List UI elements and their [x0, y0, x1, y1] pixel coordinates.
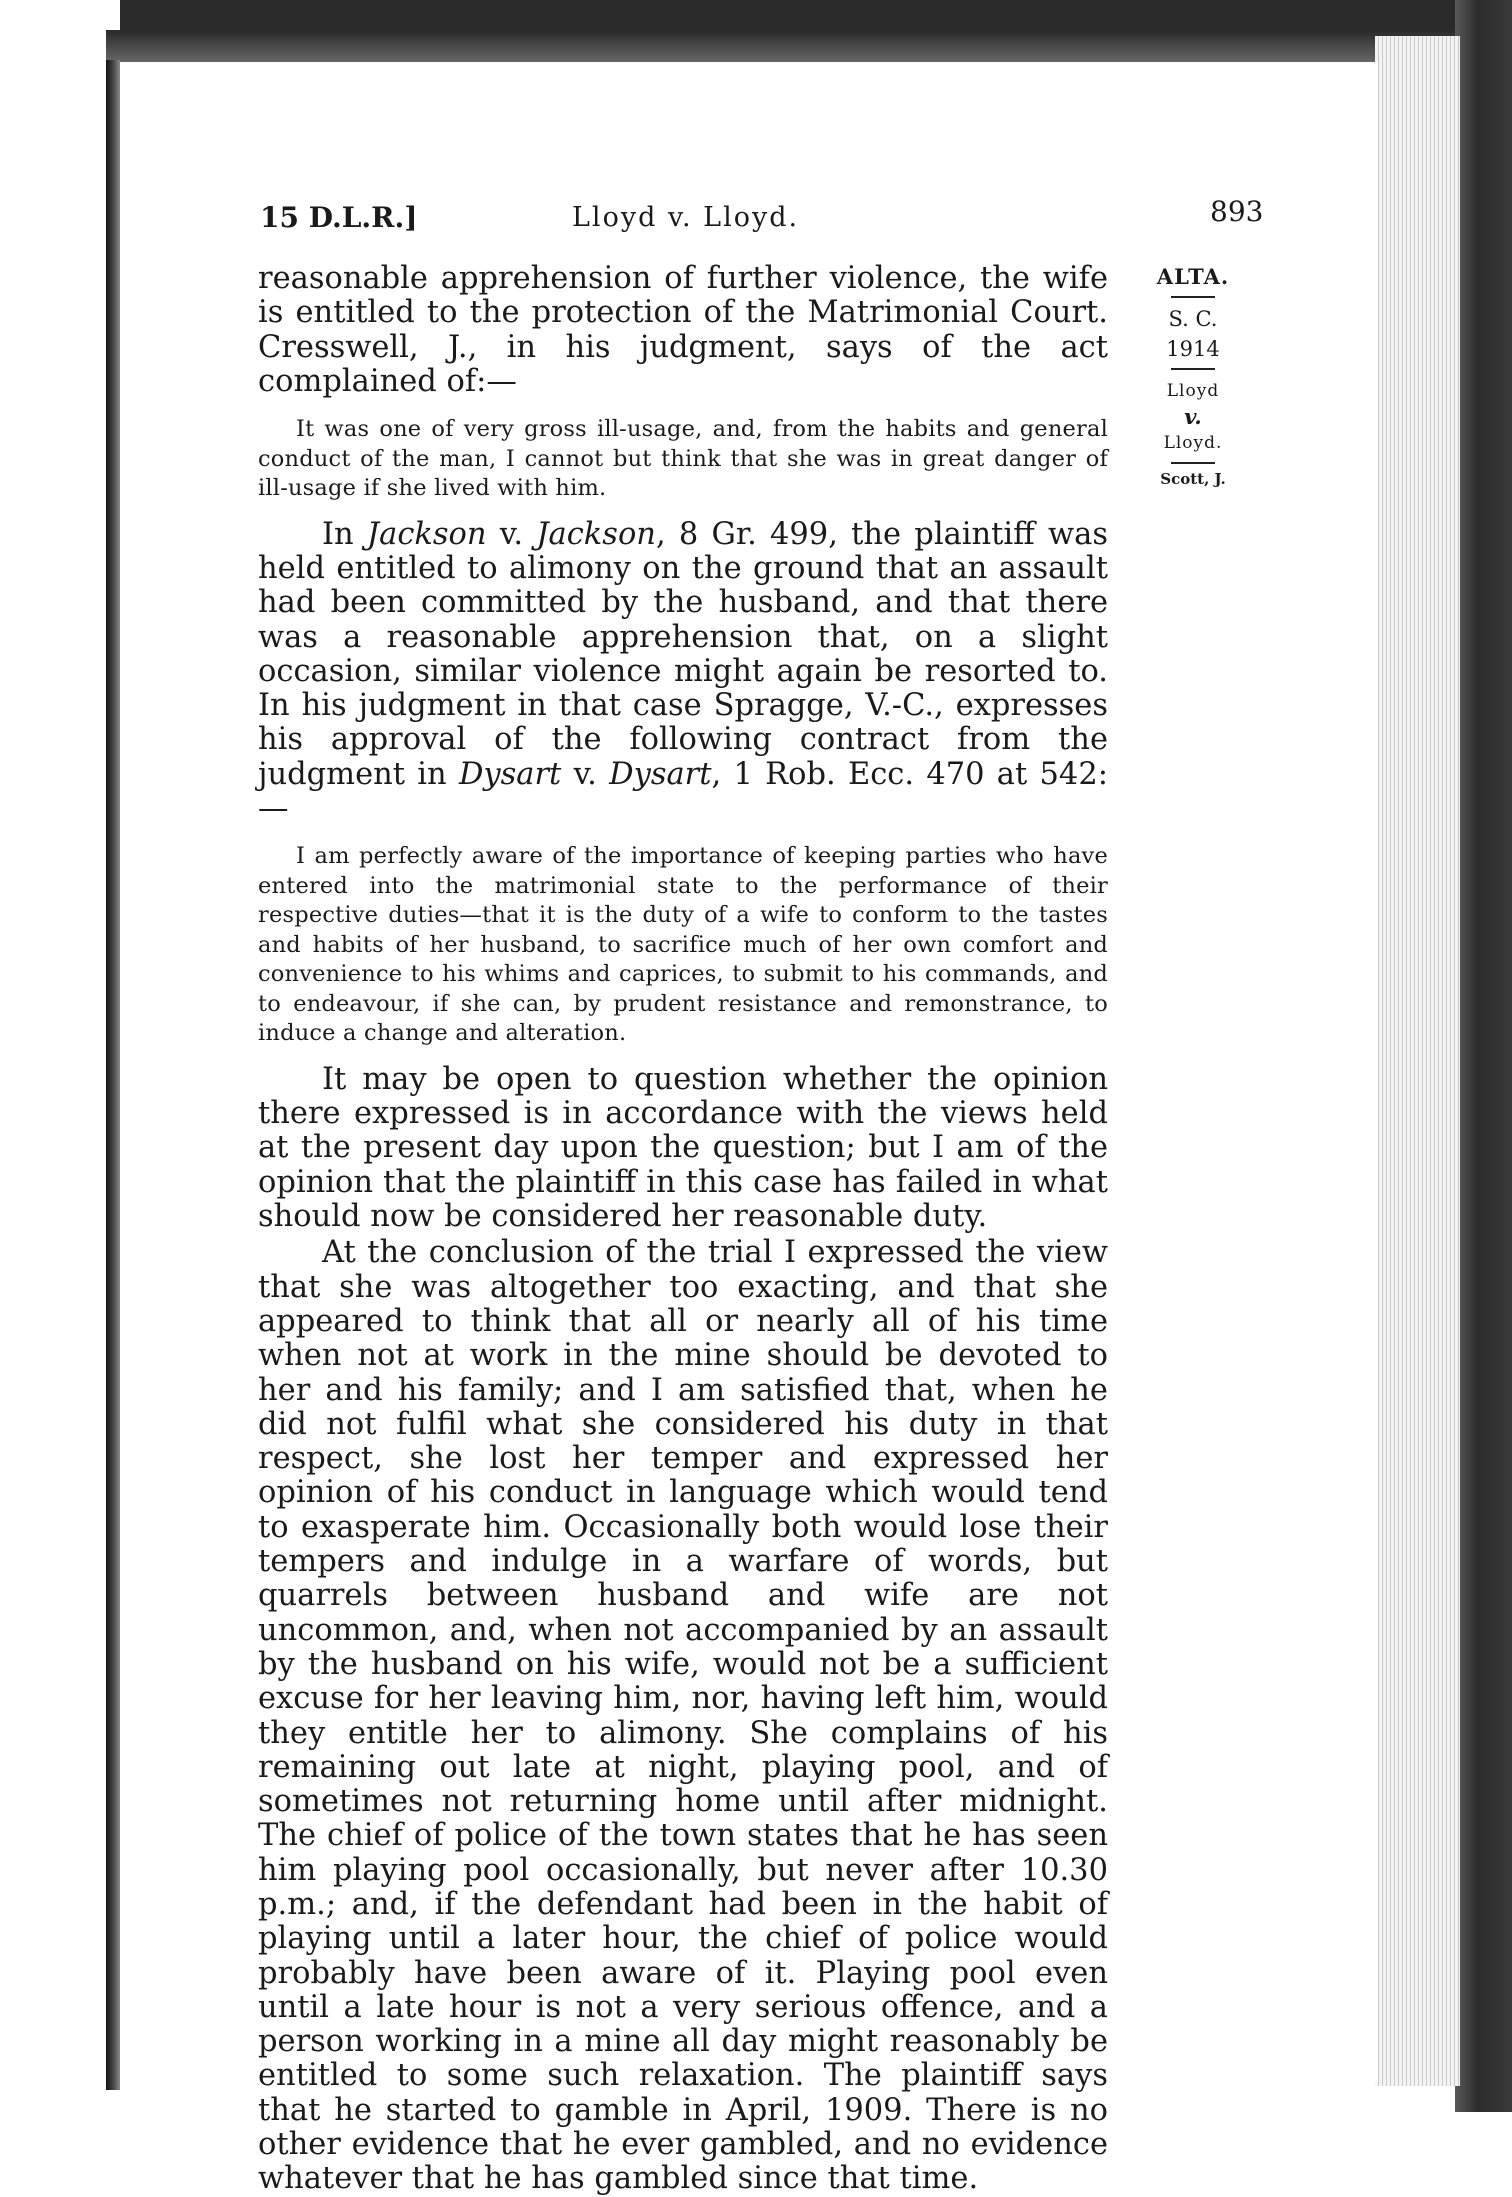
book-gutter — [106, 60, 120, 2090]
paragraph-2: In Jackson v. Jackson, 8 Gr. 499, the plaintiff was held entitled to alimony on the ground that an assault had been committed by the husband, and that there was a reasonable apprehension that, on a slight occasion, similar violence might again be resorted to. In his judgment in that case Spragge, V.-C., expresses his approval of the following contract from the judgment in Dysart v. Dysart, 1 Rob. Ecc. 470 at 542:— — [258, 516, 1109, 827]
margin-division: S. C. — [1168, 307, 1218, 331]
quotation-1: It was one of very gross ill-usage, and, from the habits and general conduct of the man, I cannot but think that she was in great danger of ill-usage if she lived with him. — [258, 416, 1108, 502]
book-cover-edge — [1455, 0, 1512, 2112]
margin-rule — [1171, 368, 1215, 370]
margin-year: 1914 — [1166, 337, 1220, 361]
scan-background-left — [0, 0, 120, 2112]
paragraph-4: At the conclusion of the trial I expressed the view that she was altogether too exacting, and that she appeared to think that all or nearly all of his time when not at work in the mine should be devoted to her and his family; and I am satisfied that, when he did not fulfil what she considered his duty in that respect, she lost her temper and expressed her opinion of his conduct in language which would tend to exasperate him. Occasionally both would lose their tempers and indulge in a warfare of words, but quarrels between husband and wife are not uncommon, and, when not accompanied by an assault by the husband on his wife, would not be a sufficient excuse for her leaving him, nor, having left him, would they entitle her to alimony. She complains of his remaining out late at night, playing pool, and of sometimes not returning home until after midnight. The chief of police of the town states that he has seen him playing pool occasionally, but never after 10.30 p.m.; and, if the defendant had been in the habit of playing until a later hour, the chief of police would probably have been aware of it. Playing pool even until a late hour is not a very serious offence, and a person working in a mine all day might reasonably be entitled to some such relaxation. The plaintiff says that he started to gamble in April, 1909. There is no other evidence that he ever gambled, and no evidence whatever that he has gambled since that time. — [258, 1235, 1108, 2197]
margin-versus: v. — [1184, 404, 1202, 429]
paragraph-1: reasonable apprehension of further violence, the wife is entitled to the protection of the Matrimonial Court. Cresswell, J., in his judgment, says of the act complained of:— — [258, 261, 1108, 399]
case-name: Jackson — [366, 516, 487, 552]
case-name: Dysart — [458, 756, 562, 792]
case-name: Jackson — [536, 516, 656, 552]
body-text — [258, 262, 1108, 2197]
page-number: 893 — [1210, 195, 1264, 228]
margin-party2: Lloyd. — [1163, 433, 1223, 453]
paragraph-3: It may be open to question whether the opinion there expressed is in accordance with the views held at the present day upon the question; but I am of the opinion that the plaintiff in this case has failed in what should now be considered her reasonable duty. — [258, 1061, 1108, 1235]
page-stack-edge — [1375, 36, 1460, 2086]
margin-rule — [1171, 296, 1215, 298]
margin-notes — [1148, 262, 1238, 488]
margin-court: ALTA. — [1156, 264, 1230, 289]
book-binding-top — [106, 30, 1512, 64]
margin-party1: Lloyd — [1166, 381, 1220, 401]
running-head-title: Lloyd v. Lloyd. — [572, 202, 800, 233]
case-name: Dysart — [609, 756, 712, 792]
quotation-2: I am perfectly aware of the importance of keeping parties who have entered into the matrimonial state to the performance of their respective duties—that it is the duty of a wife to conform to the tastes and habits of her husband, to sacrifice much of her own comfort and convenience to his whims and caprices, to submit to his commands, and to endeavour, if she can, by prudent resistance and remonstrance, to induce a change and alteration. — [258, 843, 1108, 1047]
running-head-volume: 15 D.L.R.] — [260, 201, 418, 234]
margin-judge: Scott, J. — [1160, 470, 1226, 488]
margin-rule — [1171, 462, 1215, 464]
